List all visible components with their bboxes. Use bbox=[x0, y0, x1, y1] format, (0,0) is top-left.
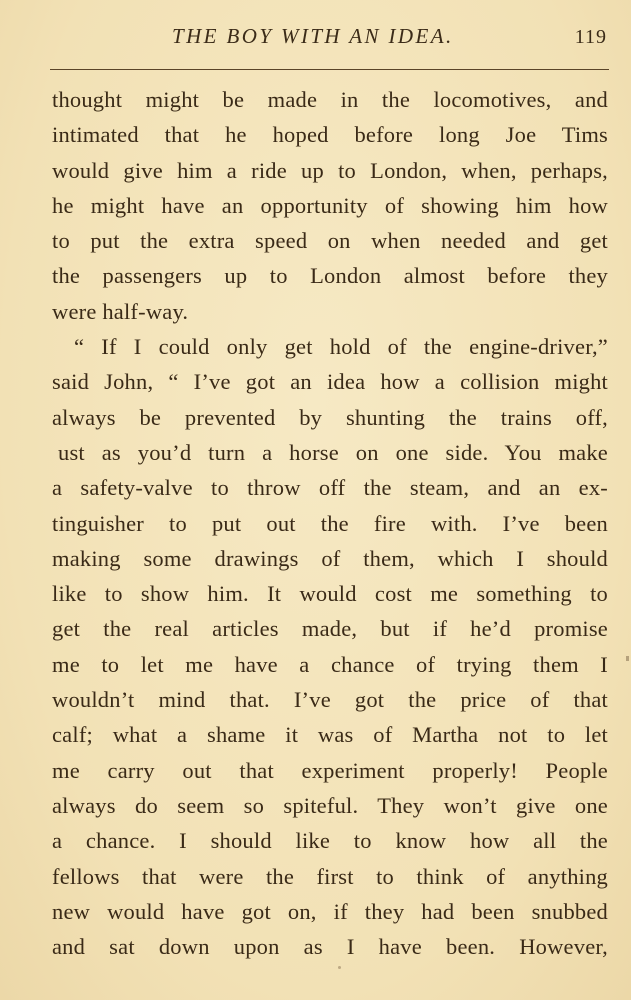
text-line: new would have got on, if they had been snubbed bbox=[52, 898, 608, 924]
text-line: he might have an opportunity of showing him how bbox=[52, 192, 608, 218]
text-line: making some drawings of them, which I should bbox=[52, 545, 608, 571]
edge-mark bbox=[626, 656, 629, 661]
text-line: me to let me have a chance of trying them I bbox=[52, 651, 608, 677]
text-line: the passengers up to London almost before they bbox=[52, 263, 608, 289]
paper-speck bbox=[338, 966, 341, 969]
text-line: thought might be made in the locomotives, and bbox=[52, 87, 608, 112]
page-number: 119 bbox=[574, 26, 607, 48]
text-line: and sat down upon as I have been. However, bbox=[52, 934, 608, 960]
body-text bbox=[52, 82, 608, 964]
text-line: intimated that he hoped before long Joe Tims bbox=[52, 122, 608, 148]
text-line: to put the extra speed on when needed and get bbox=[52, 228, 608, 254]
text-line: a chance. I should like to know how all the bbox=[52, 828, 608, 854]
text-line: me carry out that experiment properly! People bbox=[52, 757, 608, 783]
text-line: always do seem so spiteful. They won’t give one bbox=[52, 792, 608, 818]
running-head: THE BOY WITH AN IDEA. bbox=[172, 24, 454, 48]
text-line: get the real articles made, but if he’d promise bbox=[52, 616, 608, 642]
text-line: a safety-valve to throw off the steam, and an ex- bbox=[52, 475, 608, 501]
header-rule bbox=[50, 69, 609, 70]
text-line: “ If I could only get hold of the engine-driver,” bbox=[74, 334, 608, 360]
text-line: ust as you’d turn a horse on one side. You make bbox=[58, 439, 608, 465]
text-line: like to show him. It would cost me something to bbox=[52, 581, 608, 607]
text-line: would give him a ride up to London, when, perhaps, bbox=[52, 157, 608, 183]
text-line: fellows that were the first to think of anything bbox=[52, 863, 608, 889]
page-header bbox=[52, 20, 609, 60]
text-line: always be prevented by shunting the trains off, bbox=[52, 404, 608, 430]
text-line: were half-way. bbox=[52, 298, 189, 324]
text-line: tinguisher to put out the fire with. I’ve been bbox=[52, 510, 608, 536]
text-line: wouldn’t mind that. I’ve got the price of that bbox=[52, 687, 608, 713]
text-line: said John, “ I’ve got an idea how a collision might bbox=[52, 369, 608, 395]
text-line: calf; what a shame it was of Martha not to let bbox=[52, 722, 608, 748]
